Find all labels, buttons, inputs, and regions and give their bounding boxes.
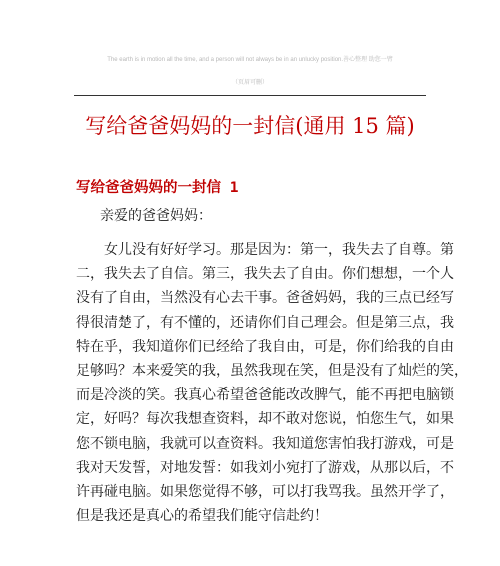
- body-line: 特在乎，我知道你们已经给了我自由，可是，你们给我的自由: [76, 338, 454, 355]
- letter-body: [76, 238, 468, 528]
- body-line: 您不锁电脑，我就可以查资料。我知道您害怕我打游戏，可是: [76, 435, 454, 452]
- body-line: 我对天发誓，对地发誓：如我刘小宛打了游戏，从那以后，不: [76, 459, 454, 476]
- letter-greeting: 亲爱的爸爸妈妈：: [100, 208, 212, 224]
- page-header-note: （页眉可删）: [231, 80, 268, 86]
- section-heading: 写给爸爸妈妈的一封信 1: [76, 180, 239, 196]
- body-line: 但是我还是真心的希望我们能守信赴约！: [76, 508, 328, 525]
- body-line: 得很清楚了，有不懂的，还请你们自己理会。但是第三点，我: [76, 314, 454, 331]
- body-line: 没有了自由，当然没有心去干事。爸爸妈妈，我的三点已经写: [76, 290, 454, 307]
- body-line: 定，好吗？每次我想查资料，却不敢对您说，怕您生气，如果: [76, 411, 454, 428]
- body-line: 足够吗？本来爱笑的我，虽然我现在笑，但是没有了灿烂的笑，: [76, 362, 468, 379]
- body-line: 女儿没有好好学习。那是因为：第一，我失去了自尊。第: [76, 242, 454, 258]
- document-title: 写给爸爸妈妈的一封信(通用 15 篇): [85, 114, 415, 138]
- body-line: 二，我失去了自信。第三，我失去了自由。你们想想，一个人: [76, 266, 454, 283]
- header-divider: [74, 95, 426, 96]
- body-line: 而是冷淡的笑。我真心希望爸爸能改改脾气，能不再把电脑锁: [76, 387, 454, 404]
- body-line: 许再碰电脑。如果您觉得不够，可以打我骂我。虽然开学了，: [76, 483, 454, 500]
- page-header-tagline: The earth is in motion all the time, and a person will not always be in an unlucky position.善心整理 助您一臂: [107, 57, 393, 63]
